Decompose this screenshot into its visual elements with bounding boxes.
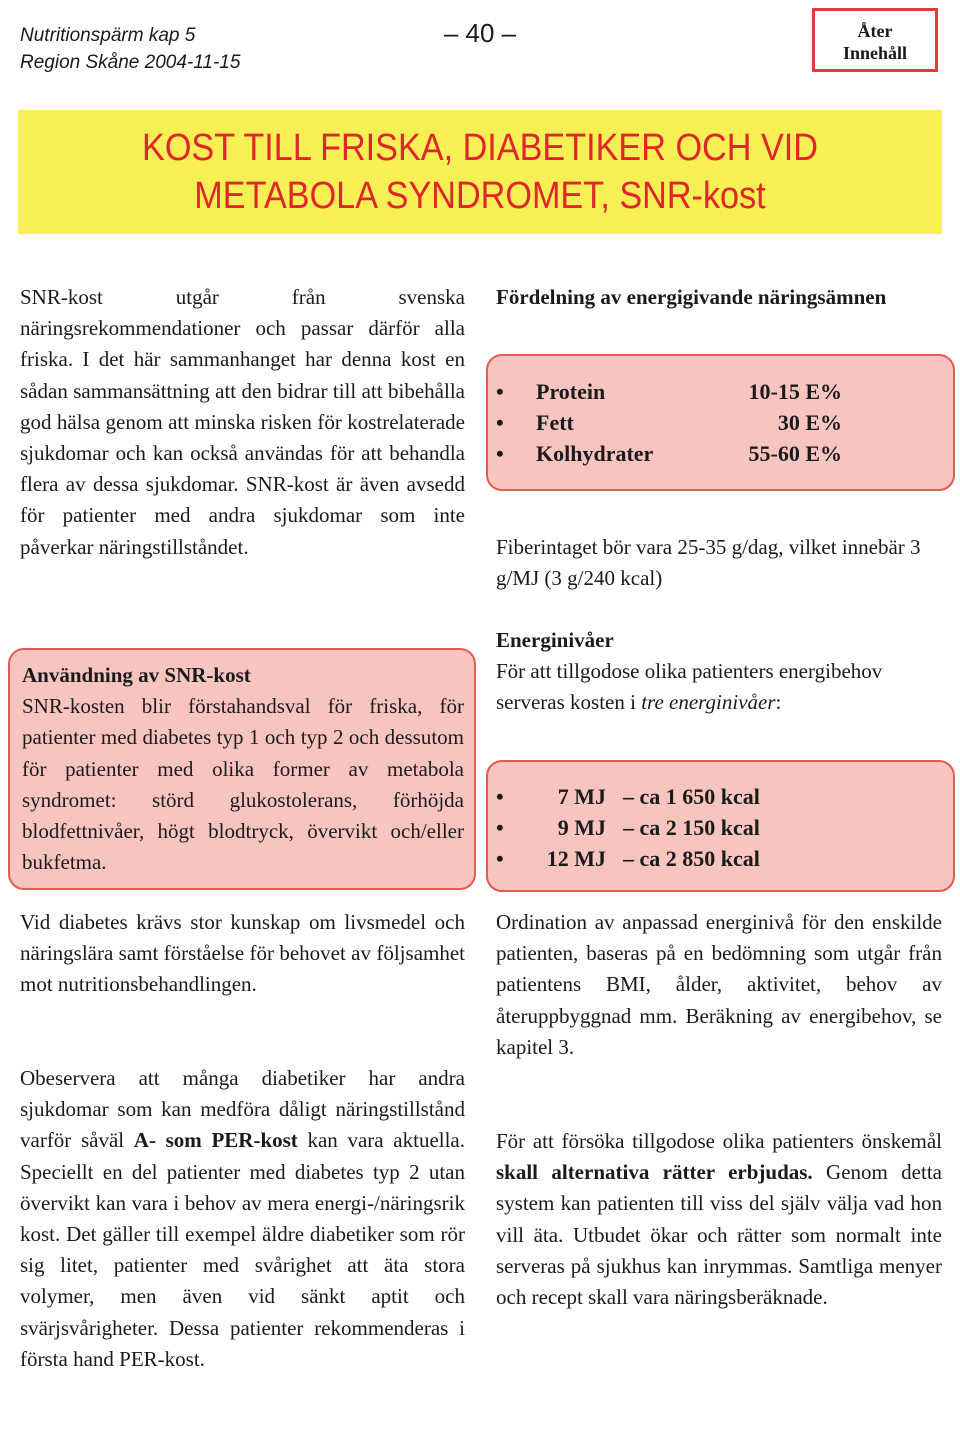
fiber-paragraph: Fiberintaget bör vara 25-35 g/dag, vilket innebär 3 g/MJ (3 g/240 kcal)	[496, 535, 921, 591]
usage-heading: Användning av SNR-kost	[22, 663, 251, 687]
distribution-heading: Fördelning av energigivande näringsämnen	[496, 285, 887, 309]
energy-row: • 9 MJ – ca 2 150 kcal	[496, 812, 953, 843]
page-title-line1: KOST TILL FRISKA, DIABETIKER OCH VID	[142, 127, 818, 169]
page-number: – 40 –	[443, 18, 517, 48]
energy-levels-section: Energinivåer För att tillgodose olika patienters energibehov serveras kosten i tre energinivåer:	[496, 625, 942, 719]
header-left	[20, 22, 240, 76]
energy-row: • 7 MJ – ca 1 650 kcal	[496, 781, 953, 812]
document-region-date: Region Skåne 2004-11-15	[20, 52, 241, 73]
back-button-line2: Innehåll	[842, 43, 908, 63]
nutrient-box	[486, 354, 955, 491]
observe-paragraph: Obeservera att många diabetiker har andra sjukdomar som kan medföra dåligt näringstillstånd varför såväl A- som PER-kost kan vara aktuella. Speciellt en del patienter med diabetes typ 2 utan övervikt kan vara i behov av mera energi-/näringsrik kost. Det gäller till exempel äldre diabetiker som rör sig litet, patienter med svårighet att äta stora volymer, men även vid sänkt aptit och svärjsvårigheter. Dessa patienter rekommenderas i första hand PER-kost.	[20, 1066, 465, 1371]
nutrient-row: • Protein 10-15 E%	[496, 376, 953, 407]
page-title-line2: METABOLA SYNDROMET, SNR-kost	[194, 175, 766, 217]
nutrient-row: • Kolhydrater 55-60 E%	[496, 438, 953, 469]
intro-paragraph: SNR-kost utgår från svenska näringsrekommendationer och passar därför alla friska. I det här sammanhanget har denna kost en sådan sammansättning att den bidrar till att bibehålla god hälsa genom att minska risken för kostrelaterade sjukdomar och kan också användas för att behandla flera av dessa sjukdomar. SNR-kost är även avsedd för patienter med andra sjukdomar som inte påverkar näringstillståndet.	[20, 285, 465, 559]
title-banner	[18, 110, 942, 234]
energy-row: • 12 MJ – ca 2 850 kcal	[496, 843, 953, 874]
alternatives-paragraph: För att försöka tillgodose olika patienters önskemål skall alternativa rätter erbjudas. Genom detta system kan patienten till viss del själv välja vad hon vill äta. Utbudet ökar och rätter som normalt inte serveras på sjukhus kan inrymmas. Samtliga menyer och recept skall vara näringsberäknade.	[496, 1129, 942, 1310]
page-title	[64, 124, 896, 220]
energy-box	[486, 760, 955, 892]
usage-body: SNR-kosten blir förstahandsval för friska, för patienter med diabetes typ 1 och typ 2 och dessutom för patienter med olika former av metabola syndromet: störd glukostolerans, förhöjda blodfettnivåer, högt blodtryck, övervikt och/eller bukfetma.	[22, 694, 464, 875]
ordination-paragraph: Ordination av anpassad energinivå för den enskilde patienten, baseras på en bedömning som utgår från patientens BMI, ålder, aktivitet, behov av återuppbyggnad mm. Beräkning av energibehov, se kapitel 3.	[496, 910, 942, 1059]
bullet-icon: •	[496, 441, 504, 467]
nutrient-row: • Fett 30 E%	[496, 407, 953, 438]
back-to-contents-button[interactable]	[812, 8, 938, 72]
bullet-icon: •	[496, 784, 504, 809]
bullet-icon: •	[496, 815, 504, 841]
bullet-icon: •	[496, 379, 504, 404]
bullet-icon: •	[496, 846, 504, 872]
alternatives-emphasis: skall alternativa rätter erbjudas.	[496, 1160, 813, 1185]
document-title: Nutritionspärm kap 5	[20, 25, 196, 46]
back-button-line1: Åter	[857, 21, 893, 41]
diabetes-paragraph: Vid diabetes krävs stor kunskap om livsmedel och näringslära samt förståelse för behovet av följsamhet mot nutritionsbehandlingen.	[20, 910, 465, 997]
bullet-icon: •	[496, 410, 504, 436]
kost-types: A- som PER-kost	[133, 1128, 298, 1153]
usage-box	[8, 648, 476, 890]
energy-levels-heading: Energinivåer	[496, 628, 614, 652]
three-levels: tre energinivåer	[641, 690, 776, 715]
